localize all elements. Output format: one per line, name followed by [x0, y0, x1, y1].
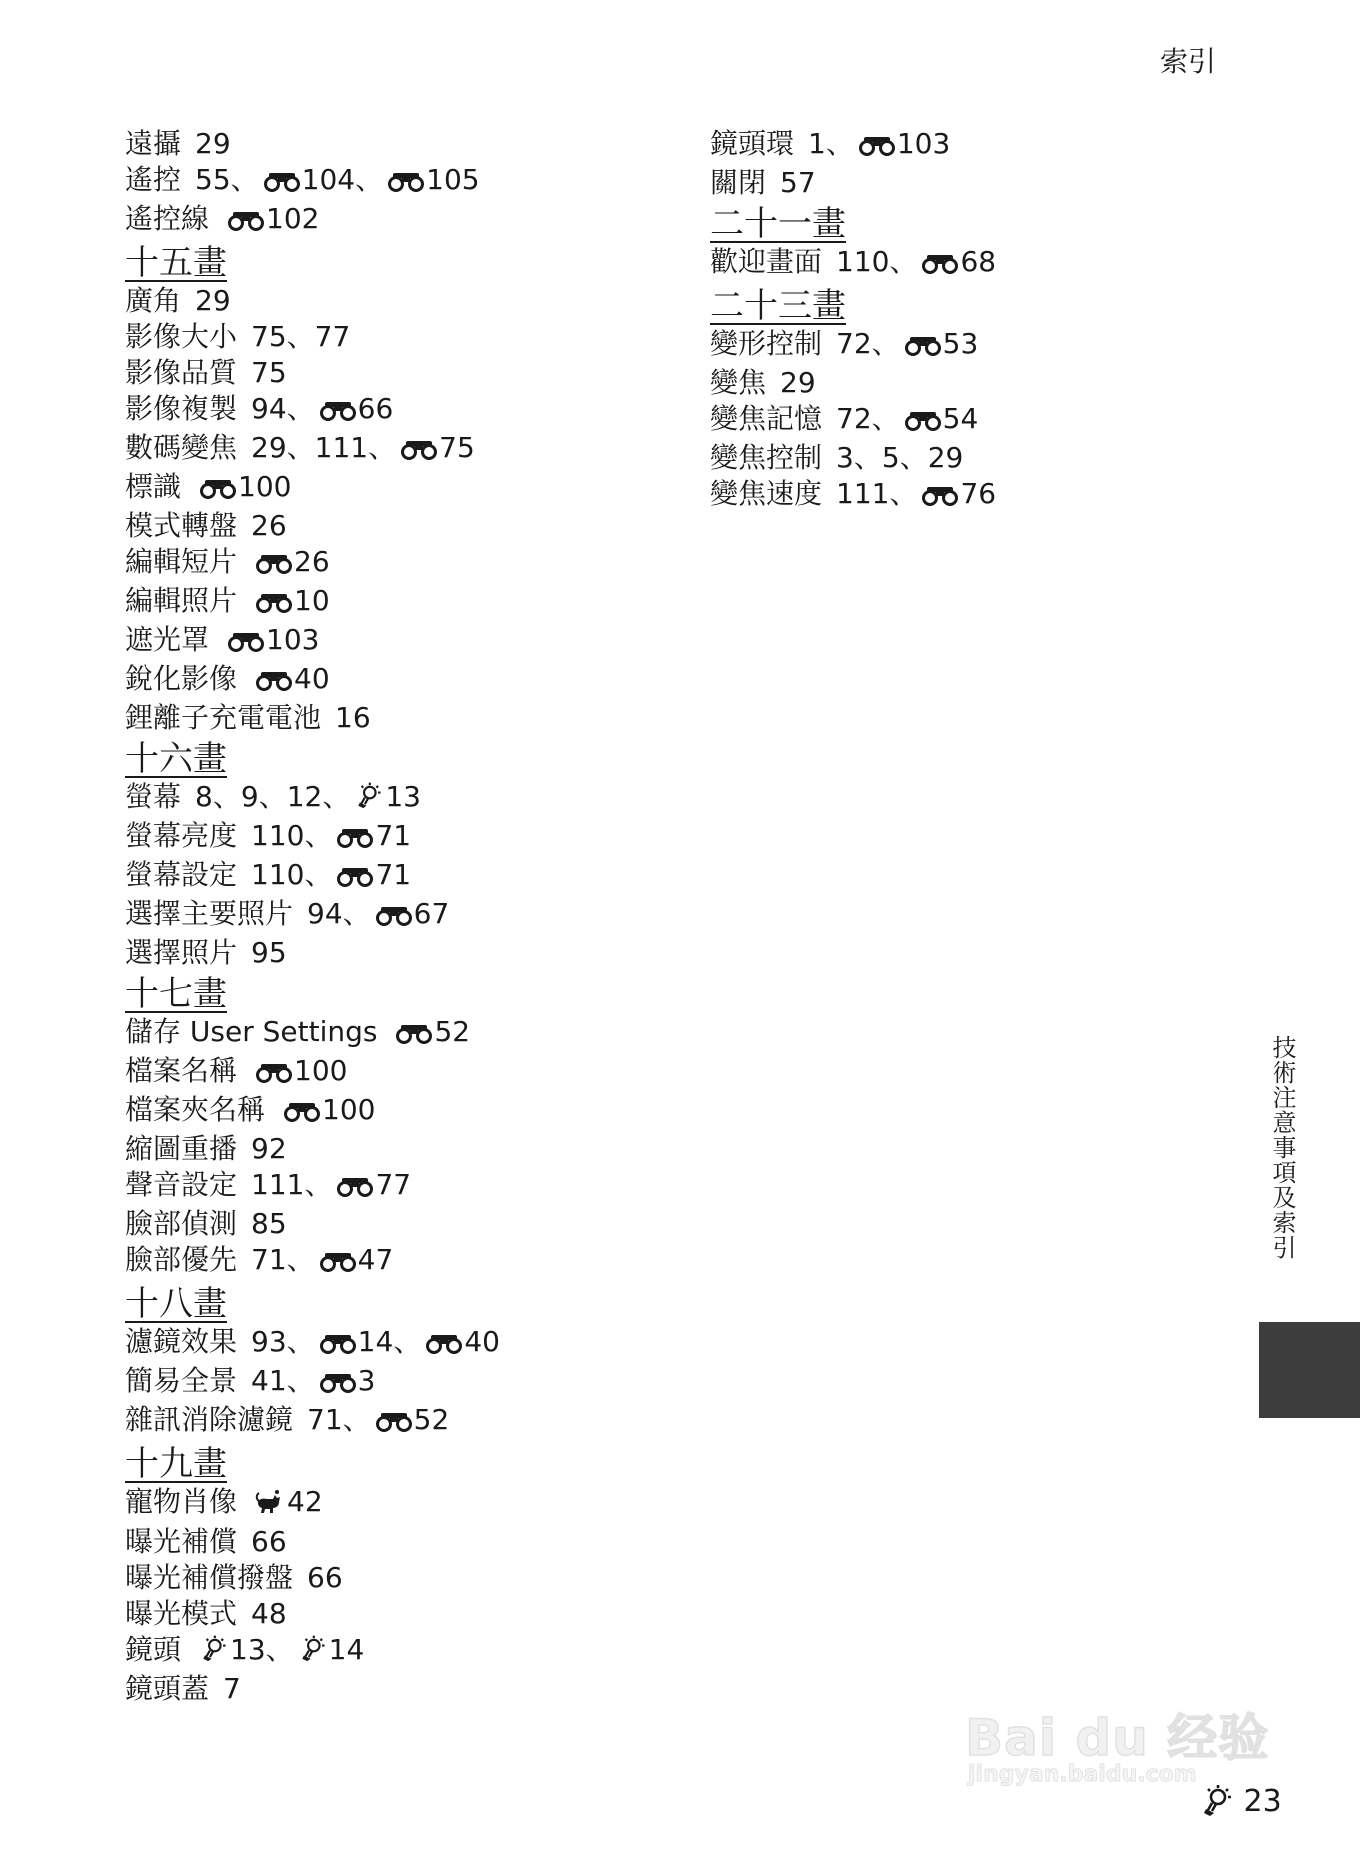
- index-term: 寵物肖像: [125, 1485, 238, 1518]
- index-entry: [125, 508, 685, 544]
- index-page-refs: [307, 897, 449, 930]
- index-page-refs: [836, 245, 996, 278]
- index-term: 遙控: [125, 163, 182, 196]
- page-reference[interactable]: 41: [251, 1364, 287, 1397]
- index-page-refs: [223, 1672, 241, 1705]
- page-reference[interactable]: 7: [223, 1672, 241, 1705]
- reference-binoculars-icon: [425, 1327, 463, 1363]
- index-term: 鏡頭環: [710, 127, 795, 160]
- pet-portrait-icon: [255, 1488, 283, 1524]
- index-entry: [710, 365, 1270, 401]
- ref-separator: 、: [871, 402, 900, 435]
- ref-separator: 、: [899, 441, 928, 474]
- ref-separator: 、: [304, 1168, 333, 1201]
- index-page-refs: [251, 1054, 347, 1087]
- index-entry: [125, 857, 685, 896]
- ref-separator: 、: [393, 1325, 422, 1358]
- index-term: 聲音設定: [125, 1168, 238, 1201]
- page-folio: [1200, 1783, 1282, 1819]
- index-group: [125, 1284, 685, 1441]
- page-reference[interactable]: 95: [251, 936, 287, 969]
- page-reference[interactable]: 52: [434, 1015, 471, 1048]
- index-page-refs: [391, 1015, 470, 1048]
- ref-separator: 、: [212, 780, 241, 813]
- index-term: 螢幕亮度: [125, 819, 238, 852]
- ref-separator: 、: [286, 1364, 315, 1397]
- index-group-heading: 十八畫: [125, 1284, 227, 1324]
- page-reference[interactable]: 53: [942, 327, 979, 360]
- index-term: 臉部偵測: [125, 1207, 238, 1240]
- index-entry: [710, 244, 1270, 283]
- index-term: 雜訊消除濾鏡: [125, 1403, 294, 1436]
- index-column-right: [710, 126, 1270, 517]
- page-reference[interactable]: 92: [251, 1132, 287, 1165]
- index-entry: [710, 440, 1270, 476]
- index-entry: [710, 476, 1270, 515]
- index-term: 歡迎畫面: [710, 245, 823, 278]
- reference-binoculars-icon: [375, 899, 413, 935]
- index-page-refs: [251, 356, 287, 389]
- index-page-refs: [251, 509, 287, 542]
- index-term: 鏡頭: [125, 1633, 182, 1666]
- page-reference[interactable]: 54: [942, 402, 979, 435]
- index-entry: [125, 1402, 685, 1441]
- index-entry: [125, 1524, 685, 1560]
- index-term: 影像複製: [125, 392, 238, 425]
- page-reference[interactable]: 29: [195, 284, 231, 317]
- page-number: 23: [1243, 1784, 1282, 1819]
- ref-separator: 、: [258, 780, 287, 813]
- index-term: 濾鏡效果: [125, 1325, 238, 1358]
- page-reference[interactable]: 104: [301, 163, 356, 196]
- page-title: 索引: [1160, 45, 1217, 78]
- reference-binoculars-icon: [227, 625, 265, 661]
- ref-separator: 、: [825, 127, 854, 160]
- index-group-heading: 二十一畫: [710, 204, 846, 244]
- index-group-heading: 二十三畫: [710, 286, 846, 326]
- reference-binoculars-icon: [336, 821, 374, 857]
- reference-binoculars-icon: [263, 165, 301, 201]
- index-page-refs: [251, 819, 411, 852]
- page-reference[interactable]: 26: [294, 545, 330, 578]
- page-reference[interactable]: 100: [294, 1054, 348, 1087]
- reference-binoculars-icon: [387, 165, 425, 201]
- ref-separator: 、: [889, 477, 918, 510]
- ref-separator: 、: [286, 431, 315, 464]
- page-reference[interactable]: 75: [439, 431, 475, 464]
- index-page-refs: [251, 392, 393, 425]
- page-reference[interactable]: 3: [357, 1364, 376, 1397]
- page-reference[interactable]: 57: [780, 166, 816, 199]
- page-reference[interactable]: 77: [375, 1168, 412, 1201]
- index-entry: [125, 661, 685, 700]
- index-page-refs: [251, 936, 287, 969]
- page-reference[interactable]: 13: [230, 1633, 266, 1666]
- index-page-refs: [780, 166, 816, 199]
- page-reference[interactable]: 77: [314, 320, 351, 353]
- index-page-refs: [195, 780, 421, 813]
- reference-binoculars-icon: [400, 433, 438, 469]
- page-reference[interactable]: 3: [836, 441, 854, 474]
- index-page-refs: [836, 441, 963, 474]
- index-page-refs: [836, 477, 996, 510]
- index-entry: [710, 401, 1270, 440]
- page-reference[interactable]: 66: [357, 392, 394, 425]
- index-entry: [125, 1092, 685, 1131]
- page-reference[interactable]: 40: [464, 1325, 500, 1358]
- index-page-refs: [251, 1207, 287, 1240]
- reference-binoculars-icon: [921, 247, 959, 283]
- reference-binoculars-icon: [319, 1245, 357, 1281]
- index-term: 銳化影像: [125, 662, 238, 695]
- index-term: 遮光罩: [125, 623, 210, 656]
- index-entry: [125, 283, 685, 319]
- index-group-heading: 十六畫: [125, 739, 227, 779]
- ref-separator: 、: [230, 163, 259, 196]
- index-term: 變焦記憶: [710, 402, 823, 435]
- index-group: [125, 243, 685, 736]
- index-term: 縮圖重播: [125, 1132, 238, 1165]
- index-entry: [125, 896, 685, 935]
- index-term: 變焦速度: [710, 477, 823, 510]
- index-page-refs: [251, 1364, 375, 1397]
- index-term: 檔案名稱: [125, 1054, 238, 1087]
- index-entry: [125, 469, 685, 508]
- ref-separator: 、: [286, 1243, 315, 1276]
- index-group: [710, 126, 1270, 201]
- index-term: 臉部優先: [125, 1243, 238, 1276]
- index-term: 選擇主要照片: [125, 897, 294, 930]
- page-reference[interactable]: 75: [251, 356, 287, 389]
- index-term: 變形控制: [710, 327, 823, 360]
- index-entry: [125, 1053, 685, 1092]
- page-reference[interactable]: 12: [286, 780, 323, 813]
- reference-binoculars-icon: [858, 129, 896, 165]
- index-entry: [710, 165, 1270, 201]
- index-entry: [125, 1014, 685, 1053]
- page-reference[interactable]: 5: [881, 441, 900, 474]
- index-group-heading: 十七畫: [125, 974, 227, 1014]
- page-reference[interactable]: 16: [335, 701, 371, 734]
- reference-binoculars-icon: [283, 1095, 321, 1131]
- page-reference[interactable]: 29: [927, 441, 964, 474]
- page-reference[interactable]: 71: [307, 1403, 343, 1436]
- index-page-refs: [195, 470, 291, 503]
- technical-notes-bulb-icon: [199, 1634, 229, 1671]
- reference-binoculars-icon: [255, 1056, 293, 1092]
- index-entry: [125, 1632, 685, 1671]
- index-entry: [125, 1206, 685, 1242]
- index-page-refs: [279, 1093, 375, 1126]
- page-reference[interactable]: 68: [960, 245, 997, 278]
- index-term: 螢幕: [125, 780, 182, 813]
- index-entry: [710, 326, 1270, 365]
- index-term: 遙控線: [125, 202, 210, 235]
- ref-separator: 、: [304, 858, 333, 891]
- reference-binoculars-icon: [319, 1327, 357, 1363]
- ref-separator: 、: [889, 245, 918, 278]
- page-reference[interactable]: 66: [307, 1561, 343, 1594]
- page-reference[interactable]: 102: [266, 202, 320, 235]
- ref-separator: 、: [286, 1325, 315, 1358]
- index-page-refs: [195, 284, 231, 317]
- index-group: [125, 974, 685, 1281]
- index-entry: [125, 1242, 685, 1281]
- page-reference[interactable]: 105: [426, 163, 480, 196]
- page-reference[interactable]: 72: [836, 327, 872, 360]
- page-reference[interactable]: 9: [240, 780, 259, 813]
- reference-binoculars-icon: [319, 394, 357, 430]
- reference-binoculars-icon: [319, 1366, 357, 1402]
- index-group: [710, 204, 1270, 283]
- watermark-logo-text: Bai du 经验: [965, 1709, 1270, 1767]
- index-page-refs: [780, 366, 816, 399]
- index-term: 編輯短片: [125, 545, 238, 578]
- reference-binoculars-icon: [395, 1017, 433, 1053]
- index-entry: [125, 1560, 685, 1596]
- index-column-left: [125, 126, 685, 1709]
- page-reference[interactable]: 71: [375, 819, 412, 852]
- index-entry: [710, 126, 1270, 165]
- technical-notes-bulb-icon: [298, 1634, 328, 1671]
- index-entry: [125, 622, 685, 661]
- page-reference[interactable]: 110: [836, 245, 890, 278]
- page-reference[interactable]: 103: [266, 623, 320, 656]
- index-group: [125, 1444, 685, 1707]
- reference-binoculars-icon: [227, 204, 265, 240]
- ref-separator: 、: [304, 819, 333, 852]
- index-entry: [125, 1363, 685, 1402]
- index-entry: [125, 818, 685, 857]
- index-entry: [125, 1596, 685, 1632]
- page-reference[interactable]: 67: [413, 897, 450, 930]
- index-term: 數碼變焦: [125, 431, 238, 464]
- reference-binoculars-icon: [904, 329, 942, 365]
- index-entry: [125, 1324, 685, 1363]
- index-page-refs: [195, 1633, 364, 1666]
- page-reference[interactable]: 110: [251, 858, 305, 891]
- index-page-refs: [251, 320, 350, 353]
- reference-binoculars-icon: [255, 586, 293, 622]
- index-term: 儲存 User Settings: [125, 1015, 378, 1048]
- page-reference[interactable]: 100: [238, 470, 292, 503]
- index-term: 關閉: [710, 166, 767, 199]
- index-page-refs: [251, 584, 330, 617]
- index-page-refs: [251, 1325, 500, 1358]
- index-entry: [125, 162, 685, 201]
- index-term: 鏡頭蓋: [125, 1672, 210, 1705]
- technical-notes-bulb-icon: [1200, 1784, 1244, 1819]
- page-reference[interactable]: 85: [251, 1207, 287, 1240]
- page-reference[interactable]: 75: [251, 320, 287, 353]
- index-page-refs: [335, 701, 371, 734]
- index-page-refs: [251, 1243, 393, 1276]
- ref-separator: 、: [355, 163, 384, 196]
- index-term: 標識: [125, 470, 182, 503]
- index-entry: [125, 1671, 685, 1707]
- index-page-refs: [251, 545, 330, 578]
- reference-binoculars-icon: [336, 1170, 374, 1206]
- index-group: [710, 286, 1270, 515]
- index-page-refs: [195, 163, 480, 196]
- index-page-refs: [223, 202, 319, 235]
- page-reference[interactable]: 72: [836, 402, 872, 435]
- index-entry: [125, 126, 685, 162]
- page-reference[interactable]: 14: [357, 1325, 394, 1358]
- index-term: 曝光模式: [125, 1597, 238, 1630]
- index-entry: [125, 935, 685, 971]
- ref-separator: 、: [368, 431, 397, 464]
- reference-binoculars-icon: [255, 664, 293, 700]
- page-reference[interactable]: 29: [195, 127, 231, 160]
- page-reference[interactable]: 55: [195, 163, 231, 196]
- index-term: 曝光補償: [125, 1525, 238, 1558]
- page-reference[interactable]: 10: [294, 584, 330, 617]
- index-entry: [125, 1131, 685, 1167]
- index-term: 模式轉盤: [125, 509, 238, 542]
- index-group: [125, 739, 685, 971]
- page-reference[interactable]: 40: [294, 662, 330, 695]
- page-reference[interactable]: 111: [251, 1168, 305, 1201]
- index-entry: [125, 544, 685, 583]
- index-group-heading: 十九畫: [125, 1444, 227, 1484]
- page-reference[interactable]: 94: [251, 392, 287, 425]
- index-page-refs: [251, 662, 330, 695]
- index-entry: [125, 430, 685, 469]
- index-group-heading: 十五畫: [125, 243, 227, 283]
- index-term: 選擇照片: [125, 936, 238, 969]
- index-term: 影像品質: [125, 356, 238, 389]
- page-reference[interactable]: 94: [307, 897, 343, 930]
- ref-separator: 、: [342, 1403, 371, 1436]
- reference-binoculars-icon: [921, 479, 959, 515]
- page-reference[interactable]: 71: [251, 1243, 287, 1276]
- index-entry: [125, 355, 685, 391]
- page-reference[interactable]: 100: [322, 1093, 376, 1126]
- page-reference[interactable]: 14: [328, 1633, 365, 1666]
- page-reference[interactable]: 1: [808, 127, 826, 160]
- ref-separator: 、: [286, 392, 315, 425]
- page-reference[interactable]: 93: [251, 1325, 287, 1358]
- index-term: 檔案夾名稱: [125, 1093, 266, 1126]
- ref-separator: 、: [342, 897, 371, 930]
- index-group: [125, 126, 685, 240]
- page-reference[interactable]: 26: [251, 509, 287, 542]
- index-page-refs: [307, 1403, 449, 1436]
- page-reference[interactable]: 42: [287, 1485, 323, 1518]
- page-reference[interactable]: 103: [896, 127, 951, 160]
- technical-notes-bulb-icon: [354, 781, 384, 818]
- section-tab-block: [1259, 1322, 1360, 1418]
- index-entry: [125, 1484, 685, 1524]
- index-page-refs: [223, 623, 319, 656]
- index-entry: [125, 700, 685, 736]
- index-page-refs: [808, 127, 950, 160]
- index-page-refs: [251, 1525, 287, 1558]
- page-reference[interactable]: 111: [836, 477, 890, 510]
- index-page-refs: [251, 1168, 411, 1201]
- index-term: 變焦控制: [710, 441, 823, 474]
- index-page-refs: [251, 1132, 287, 1165]
- index-entry: [125, 391, 685, 430]
- index-term: 螢幕設定: [125, 858, 238, 891]
- index-page-refs: [251, 858, 411, 891]
- page-reference[interactable]: 111: [314, 431, 369, 464]
- index-page-refs: [251, 431, 475, 464]
- index-term: 廣角: [125, 284, 182, 317]
- page-reference[interactable]: 76: [960, 477, 997, 510]
- page-reference[interactable]: 47: [357, 1243, 394, 1276]
- index-term: 簡易全景: [125, 1364, 238, 1397]
- page-reference[interactable]: 71: [375, 858, 412, 891]
- index-term: 編輯照片: [125, 584, 238, 617]
- index-page-refs: [195, 127, 231, 160]
- ref-separator: 、: [871, 327, 900, 360]
- index-page-refs: [251, 1597, 287, 1630]
- page-reference[interactable]: 29: [251, 431, 287, 464]
- index-term: 曝光補償撥盤: [125, 1561, 294, 1594]
- ref-separator: 、: [265, 1633, 294, 1666]
- ref-separator: 、: [322, 780, 351, 813]
- page-reference[interactable]: 13: [385, 780, 421, 813]
- index-page-refs: [836, 327, 978, 360]
- watermark-url: jingyan.baidu.com: [968, 1762, 1197, 1787]
- index-entry: [125, 779, 685, 818]
- index-entry: [125, 583, 685, 622]
- page-reference[interactable]: 66: [251, 1525, 287, 1558]
- index-term: 變焦: [710, 366, 767, 399]
- reference-binoculars-icon: [336, 860, 374, 896]
- index-page-refs: [251, 1485, 323, 1518]
- index-term: 影像大小: [125, 320, 238, 353]
- page-reference[interactable]: 52: [413, 1403, 450, 1436]
- watermark: [965, 1660, 1285, 1795]
- reference-binoculars-icon: [199, 472, 237, 508]
- page-reference[interactable]: 8: [195, 780, 213, 813]
- reference-binoculars-icon: [904, 404, 942, 440]
- index-entry: [125, 201, 685, 240]
- reference-binoculars-icon: [255, 547, 293, 583]
- ref-separator: 、: [853, 441, 882, 474]
- page-reference[interactable]: 48: [251, 1597, 287, 1630]
- page-reference[interactable]: 29: [780, 366, 816, 399]
- index-term: 遠攝: [125, 127, 182, 160]
- index-term: 鋰離子充電電池: [125, 701, 322, 734]
- page-reference[interactable]: 110: [251, 819, 305, 852]
- index-page-refs: [836, 402, 978, 435]
- index-entry: [125, 319, 685, 355]
- ref-separator: 、: [286, 320, 315, 353]
- index-entry: [125, 1167, 685, 1206]
- index-page-refs: [307, 1561, 343, 1594]
- reference-binoculars-icon: [375, 1405, 413, 1441]
- section-tab-label: 技術注意事項及索引: [1268, 1035, 1296, 1260]
